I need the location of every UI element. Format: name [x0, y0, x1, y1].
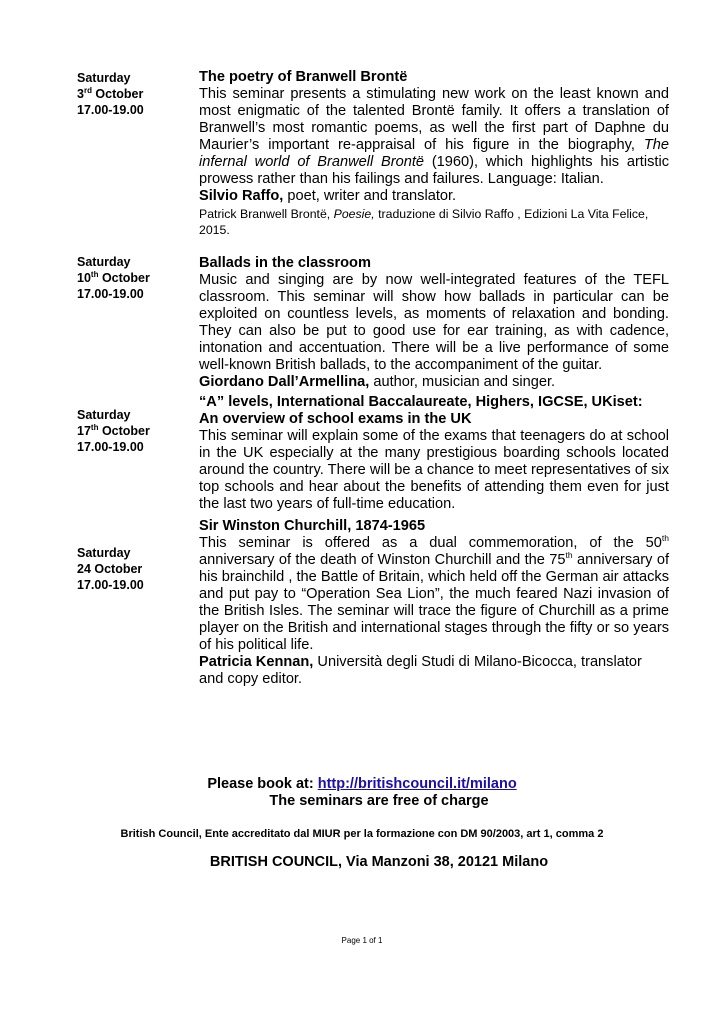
date-day-month [77, 86, 192, 102]
seminar-content [199, 255, 669, 391]
date-day: Saturday [77, 71, 131, 85]
seminar-description: This seminar will explain some of the exams that teenagers do at school in the UK especially at the many prestigious boarding schools located around the country. There will be a chance to meet representatives of six top schools and hear about the benefits of attending them even for just the last two years of full-time education. [199, 428, 669, 512]
date-time: 17.00-19.00 [77, 287, 144, 301]
seminar-date [77, 545, 192, 593]
date-day: Saturday [77, 408, 131, 422]
desc-part: anniversary of the death of Winston Churchill and the 75 [199, 552, 566, 568]
ordinal-suffix: th [565, 550, 573, 560]
date-month: October [98, 271, 150, 285]
booking-link[interactable]: http://britishcouncil.it/milano [317, 776, 517, 792]
ordinal-suffix: th [661, 533, 669, 543]
date-time: 17.00-19.00 [77, 440, 144, 454]
date-day-month [77, 423, 192, 439]
date-month: October [98, 424, 150, 438]
seminar-title: The poetry of Branwell Brontë [199, 69, 408, 85]
seminar-content [199, 518, 669, 688]
date-number: 3 [77, 87, 84, 101]
date-suffix: rd [83, 86, 92, 95]
seminar-speaker [199, 374, 555, 390]
seminar-description [199, 86, 669, 188]
booking-label: Please book at: [207, 776, 318, 792]
ref-part: traduzione di Silvio Raffo , Edizioni La Vita Felice, 2015. [199, 207, 649, 237]
seminar-reference [199, 206, 669, 238]
seminar-title: “A” levels, International Baccalaureate, Highers, IGCSE, UKiset: [199, 394, 643, 410]
date-time: 17.00-19.00 [77, 578, 144, 592]
page-number: Page 1 of 1 [341, 936, 383, 945]
speaker-name: Silvio Raffo, [199, 188, 284, 204]
date-day: Saturday [77, 255, 131, 269]
seminar-content [199, 69, 669, 238]
seminar-title: Ballads in the classroom [199, 255, 371, 271]
seminar-speaker [199, 188, 456, 204]
date-number: 10 [77, 271, 91, 285]
date-time: 17.00-19.00 [77, 103, 144, 117]
speaker-role: author, musician and singer. [369, 374, 556, 390]
seminar-date [77, 407, 192, 455]
address: BRITISH COUNCIL, Via Manzoni 38, 20121 Milano [209, 854, 549, 870]
free-of-charge-note: The seminars are free of charge [269, 793, 489, 809]
speaker-role: Università degli Studi di Milano-Bicocca, translator and copy editor. [199, 654, 642, 687]
date-day-month [77, 270, 192, 286]
seminar-subtitle: An overview of school exams in the UK [199, 411, 472, 427]
seminar-title: Sir Winston Churchill, 1874-1965 [199, 518, 426, 534]
booking-line [0, 776, 724, 793]
desc-part: This seminar presents a stimulating new work on the least known and most enigmatic of the talented Brontë family. It offers a translation of Branwell’s most romantic poems, as well the first part of Daphne du Maurier’s important re-appraisal of his figure in the biography, [199, 86, 669, 153]
accreditation-note: British Council, Ente accreditato dal MIUR per la formazione con DM 90/2003, art 1, comma 2 [120, 828, 604, 840]
date-number: 17 [77, 424, 91, 438]
date-suffix: th [90, 423, 99, 432]
desc-part: anniversary of his brainchild , the Battle of Britain, which held off the German air attacks and put pay to “Operation Sea Lion”, the much feared Nazi invasion of the British Isles. The seminar will trace the figure of Churchill as a prime player on the British and international stages through the fifty or so years of his political life. [199, 552, 670, 653]
speaker-role: poet, writer and translator. [283, 188, 457, 204]
speaker-name: Patricia Kennan, [199, 654, 314, 670]
date-suffix: th [90, 270, 99, 279]
seminar-speaker [199, 654, 642, 687]
book-title: The infernal world of Branwell Brontë [199, 137, 669, 170]
ref-title: Poesie, [333, 207, 375, 221]
date-day-month: 24 October [77, 562, 143, 576]
desc-part: This seminar is offered as a dual commemoration, of the 50 [199, 535, 662, 551]
ref-part: Patrick Branwell Brontë, [199, 207, 334, 221]
seminar-description: Music and singing are by now well-integrated features of the TEFL classroom. This seminar will show how ballads in particular can be exploited on countless levels, as moments of relaxation and bonding. They can also be put to good use for ear training, as with cadence, intonation and accentuation. There will be a live performance of some well-known British ballads, to the accompaniment of the guitar. [199, 272, 669, 373]
seminar-content [199, 394, 669, 513]
seminar-date [77, 254, 192, 302]
speaker-name: Giordano Dall’Armellina, [199, 374, 370, 390]
seminar-description [199, 535, 669, 654]
seminar-date [77, 70, 192, 118]
date-day: Saturday [77, 546, 131, 560]
date-month: October [91, 87, 144, 101]
desc-part: (1960), which highlights his artistic prowess rather than his failings and failures. Language: Italian. [199, 154, 669, 187]
